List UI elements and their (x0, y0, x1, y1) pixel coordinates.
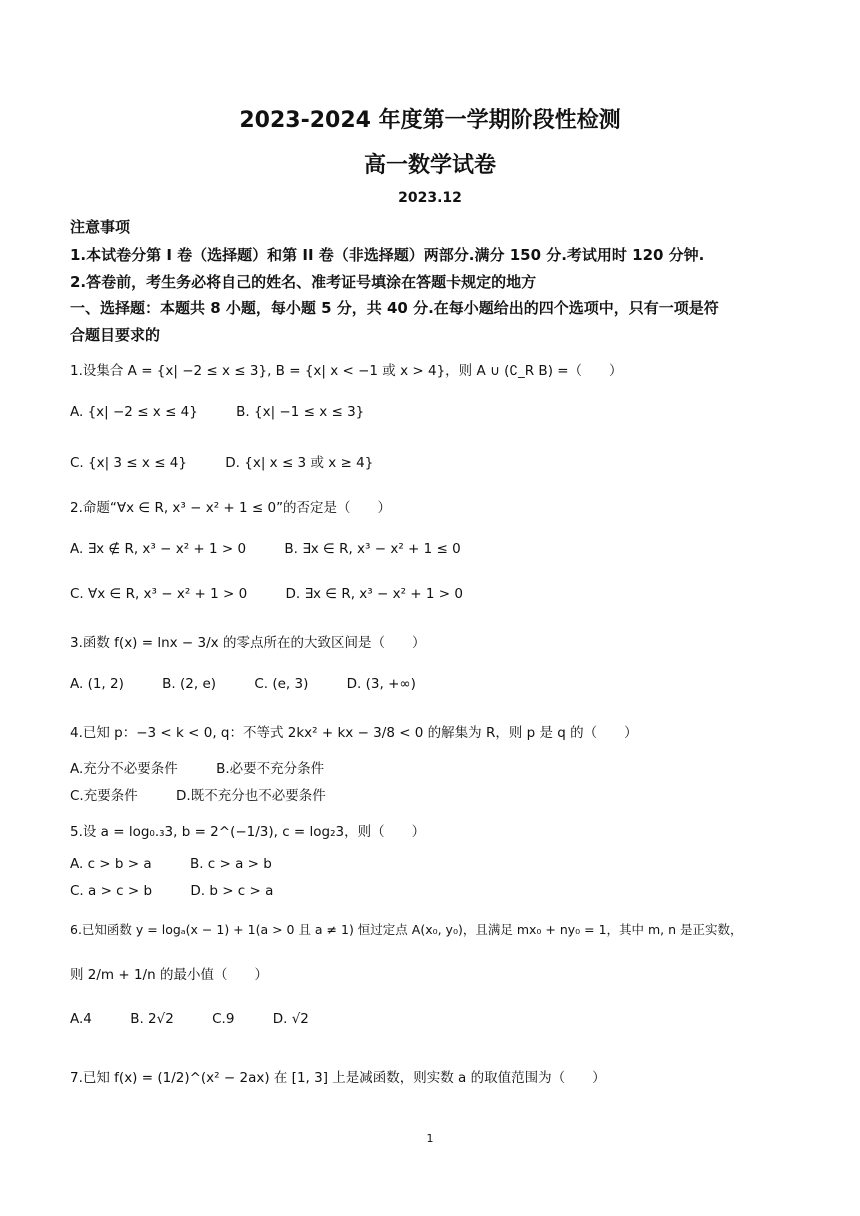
note-item: 1.本试卷分第 I 卷（选择题）和第 II 卷（非选择题）两部分.满分 150 分.考试用时 120 分钟. (70, 246, 705, 264)
question-6-options (70, 1011, 343, 1027)
option-d: D. (3, +∞) (346, 676, 416, 692)
option-c: C. ∀x ∈ R, x³ − x² + 1 > 0 (70, 586, 248, 602)
question-6-stem-cont: 则 2/m + 1/n 的最小值（ ） (70, 967, 268, 983)
page-number: 1 (426, 1132, 434, 1145)
exam-title: 2023-2024 年度第一学期阶段性检测 (239, 108, 621, 133)
option-a: A. {x| −2 ≤ x ≤ 4} (70, 404, 198, 420)
option-c: C.9 (212, 1011, 235, 1027)
question-1-options-row-2 (70, 451, 407, 471)
question-6-stem: 6.已知函数 y = logₐ(x − 1) + 1(a > 0 且 a ≠ 1) 恒过定点 A(x₀, y₀)，且满足 mx₀ + ny₀ = 1，其中 m, n 是正实数， (70, 922, 743, 937)
question-1-options-row-1 (70, 404, 398, 420)
option-a: A. ∃x ∉ R, x³ − x² + 1 > 0 (70, 541, 247, 557)
question-2-options-row-1 (70, 541, 495, 557)
question-4-stem: 4.已知 p：−3 < k < 0, q：不等式 2kx² + kx − 3/8 < 0 的解集为 R，则 p 是 q 的（ ） (70, 725, 638, 741)
option-a: A. c > b > a (70, 856, 152, 872)
option-a: A.4 (70, 1011, 92, 1027)
question-2-options-row-2 (70, 586, 497, 602)
section-heading: 一、选择题：本题共 8 小题，每小题 5 分，共 40 分.在每小题给出的四个选项中，只有一项是符 (70, 299, 719, 317)
exam-date: 2023.12 (398, 190, 462, 206)
question-1-stem: 1.设集合 A = {x| −2 ≤ x ≤ 3}, B = {x| x < −1 或 x > 4}，则 A ∪ (∁_R B) =（ ） (70, 363, 623, 379)
option-d: D. b > c > a (190, 883, 274, 899)
option-c: C.充要条件 (70, 788, 138, 804)
question-5-options-row-2 (70, 883, 307, 899)
option-d: D. √2 (272, 1011, 309, 1027)
section-heading-cont: 合题目要求的 (70, 326, 161, 344)
option-d: D. ∃x ∈ R, x³ − x² + 1 > 0 (285, 586, 463, 602)
option-d: D. {x| x ≤ 3 或 x ≥ 4} (225, 455, 374, 471)
option-c: C. {x| 3 ≤ x ≤ 4} (70, 455, 187, 471)
option-b: B. c > a > b (189, 856, 272, 872)
note-item: 2.答卷前，考生务必将自己的姓名、准考证号填涂在答题卡规定的地方 (70, 273, 537, 291)
notes-heading: 注意事项 (70, 218, 131, 236)
question-3-stem: 3.函数 f(x) = lnx − 3/x 的零点所在的大致区间是（ ） (70, 635, 426, 651)
question-4-options-row-2 (70, 784, 360, 804)
option-b: B. {x| −1 ≤ x ≤ 3} (236, 404, 365, 420)
option-a: A. (1, 2) (70, 676, 124, 692)
option-b: B. 2√2 (130, 1011, 174, 1027)
question-5-stem: 5.设 a = log₀.₃3, b = 2^(−1/3), c = log₂3，则（ ） (70, 824, 426, 840)
option-a: A.充分不必要条件 (70, 761, 178, 777)
option-b: B. ∃x ∈ R, x³ − x² + 1 ≤ 0 (284, 541, 461, 557)
option-b: B. (2, e) (162, 676, 217, 692)
question-7-stem: 7.已知 f(x) = (1/2)^(x² − 2ax) 在 [1, 3] 上是减函数，则实数 a 的取值范围为（ ） (70, 1070, 606, 1086)
option-d: D.既不充分也不必要条件 (176, 788, 326, 804)
exam-subtitle: 高一数学试卷 (363, 153, 496, 178)
option-b: B.必要不充分条件 (216, 761, 325, 777)
option-c: C. (e, 3) (254, 676, 309, 692)
option-c: C. a > c > b (70, 883, 153, 899)
question-4-options-row-1 (70, 757, 358, 777)
question-5-options-row-1 (70, 856, 306, 872)
question-2-stem: 2.命题“∀x ∈ R, x³ − x² + 1 ≤ 0”的否定是（ ） (70, 500, 392, 516)
question-3-options (70, 676, 450, 692)
